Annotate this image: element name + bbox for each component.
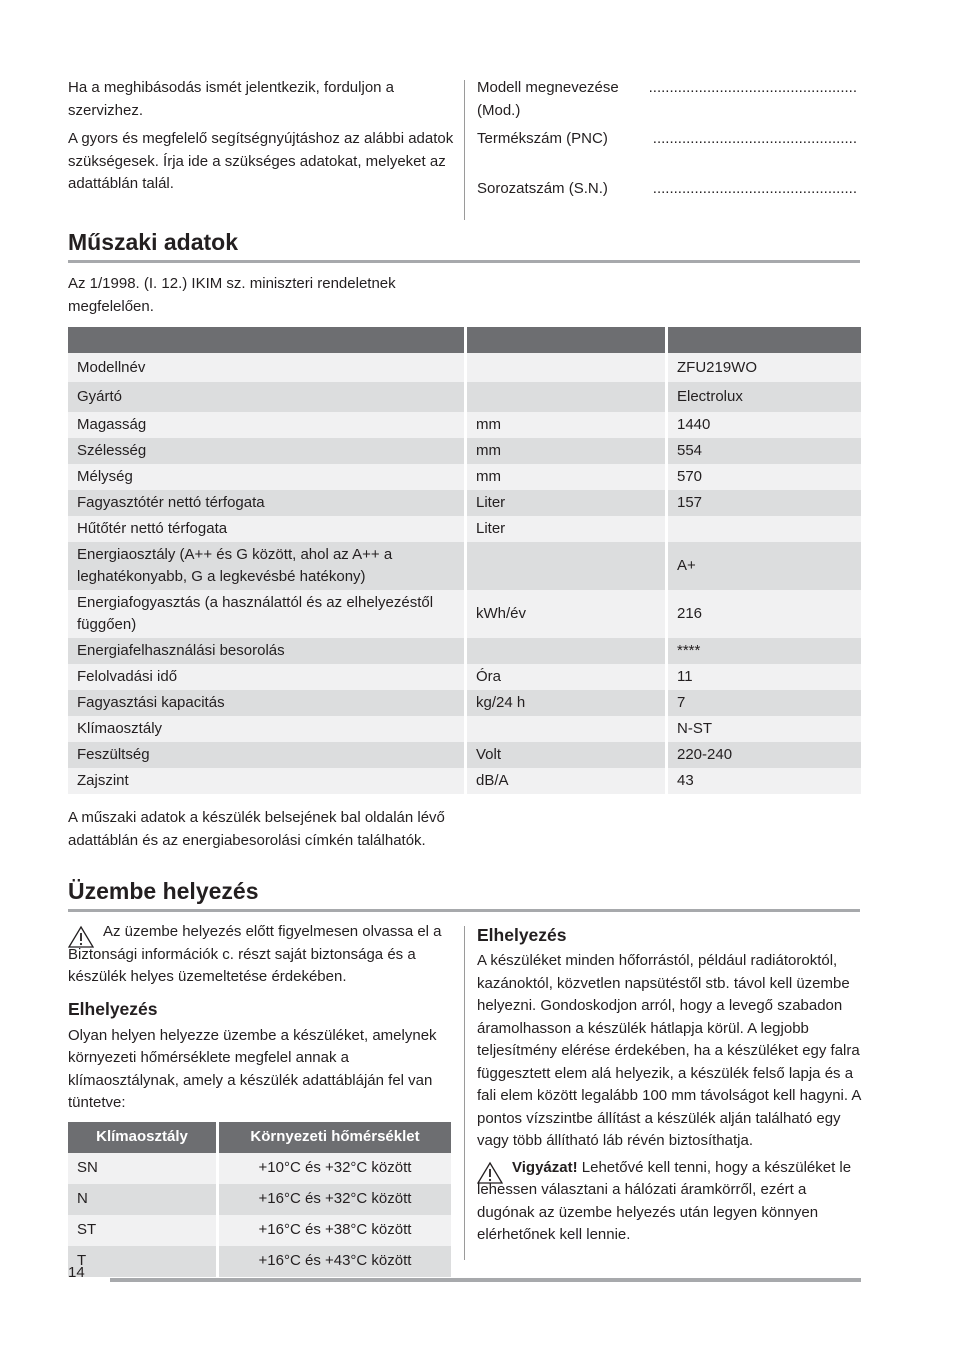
- model-field-row: [477, 178, 857, 201]
- tech-note: A műszaki adatok a készülék belsejének bal oldalán lévő adattáblán és az energiabesorolási címkén találhatók.: [68, 809, 445, 849]
- spec-name: Modellnév: [68, 353, 464, 382]
- placement-left-text: Olyan helyen helyezze üzembe a készüléket, amelynek környezeti hőmérséklete megfelel annak a klímaosztálynak, amely a készülék adattábláján fel van tüntetve:: [68, 1026, 437, 1111]
- table-row: [68, 438, 861, 464]
- install-right-column: [477, 921, 861, 1247]
- spec-value: 570: [665, 464, 861, 490]
- table-row: [68, 353, 861, 382]
- column-divider: [464, 80, 465, 220]
- spec-value: 554: [665, 438, 861, 464]
- table-row: [68, 590, 861, 638]
- spec-unit: kg/24 h: [464, 690, 665, 716]
- spec-unit: [464, 382, 665, 412]
- table-row: [68, 742, 861, 768]
- warning-triangle-icon: [68, 925, 94, 949]
- climate-temp: +16°C és +43°C között: [216, 1246, 451, 1277]
- subheading-placement-right: Elhelyezés: [477, 925, 567, 945]
- spec-value: ZFU219WO: [665, 353, 861, 382]
- table-row: [68, 1153, 451, 1184]
- spec-name: Energiafogyasztás (a használattól és az elhelyezéstől függően): [68, 590, 464, 638]
- install-left-column: [68, 921, 454, 1277]
- spec-name: Szélesség: [68, 438, 464, 464]
- table-row: [68, 664, 861, 690]
- spec-unit: Liter: [464, 490, 665, 516]
- caution-body: Lehetővé kell tenni, hogy a készüléket le lehessen választani a hálózati áramkörről, ezért a dugónak az üzembe helyezés után legyen könnyen elérhetőnek kell lennie.: [477, 1158, 852, 1243]
- spec-value: 43: [665, 768, 861, 794]
- table-row: [68, 1184, 451, 1215]
- climate-class-table: [68, 1122, 451, 1277]
- footer-rule: [110, 1278, 861, 1282]
- spec-unit: mm: [464, 464, 665, 490]
- spec-name: Fagyasztótér nettó térfogata: [68, 490, 464, 516]
- model-field-label: Termékszám (PNC): [477, 130, 608, 147]
- spec-name: Fagyasztási kapacitás: [68, 690, 464, 716]
- spec-name: Energiaosztály (A++ és G között, ahol az A++ a leghatékonyabb, G a legkevésbé hatékony): [68, 542, 464, 590]
- warning-block: [68, 921, 454, 989]
- spec-value: 216: [665, 590, 861, 638]
- spec-name: Zajszint: [68, 768, 464, 794]
- column-divider: [464, 926, 465, 1260]
- spec-unit: [464, 353, 665, 382]
- spec-value: 7: [665, 690, 861, 716]
- intro-text: [68, 77, 454, 202]
- warning-triangle-icon: [477, 1161, 503, 1185]
- climate-class: SN: [68, 1153, 216, 1184]
- model-field-row: [477, 128, 857, 151]
- model-field-label: Sorozatszám (S.N.): [477, 180, 608, 197]
- warning-text: Az üzembe helyezés előtt figyelmesen olvassa el a Biztonsági információk c. részt saját biztonsága és a készülék helyes üzemeltetése érdekében.: [68, 923, 442, 985]
- spec-unit: Óra: [464, 664, 665, 690]
- caution-block: [477, 1157, 861, 1247]
- spec-name: Mélység: [68, 464, 464, 490]
- table-row: [68, 690, 861, 716]
- table-row: [68, 516, 861, 542]
- spec-unit: Liter: [464, 516, 665, 542]
- climate-class: ST: [68, 1215, 216, 1246]
- climate-temp: +10°C és +32°C között: [216, 1153, 451, 1184]
- fill-in-dots: .................................................: [652, 180, 857, 197]
- spec-unit: mm: [464, 438, 665, 464]
- table-row: [68, 542, 861, 590]
- fill-in-dots: ..................................................: [648, 79, 857, 96]
- spec-value: ****: [665, 638, 861, 664]
- spec-value: A+: [665, 542, 861, 590]
- caution-label: Vigyázat!: [512, 1158, 578, 1176]
- placement-right-text: A készüléket minden hőforrástól, például radiátoroktól, kazánoktól, közvetlen napsütéstől stb. távol kell üzembe helyezni. Gondoskodjon arról, hogy a levegő szabadon áramolhasson a készülék hátlapja körül. A legjobb teljesítmény elérése érdekében, ha a készüléket egy falra függesztett elem alá helyezik, a készülék felső lapja és a fali elem között legalább 100 mm távolságot kell hagyni. A pontos vízszintbe állítást a készülék alján található egy vagy több állítható láb révén biztosíthatja.: [477, 952, 861, 1149]
- table-header-row: [68, 1122, 451, 1153]
- caution-text: [477, 1157, 861, 1247]
- table-row: [68, 490, 861, 516]
- spec-value: Electrolux: [665, 382, 861, 412]
- spec-value: N-ST: [665, 716, 861, 742]
- intro-paragraph-2: A gyors és megfelelő segítségnyújtáshoz az alábbi adatok szükségesek. Írja ide a szükséges adatokat, melyeket az adattáblán talál.: [68, 130, 454, 192]
- section-heading-install: Üzembe helyezés: [68, 877, 860, 912]
- climate-class: T: [68, 1246, 216, 1277]
- table-row: [68, 768, 861, 794]
- table-row: [68, 464, 861, 490]
- spec-value: 11: [665, 664, 861, 690]
- table-row: [68, 1246, 451, 1277]
- model-field-row: [477, 77, 857, 122]
- spec-unit: [464, 716, 665, 742]
- table-row: [68, 382, 861, 412]
- spec-name: Gyártó: [68, 382, 464, 412]
- spec-value: [665, 516, 861, 542]
- climate-temp: +16°C és +38°C között: [216, 1215, 451, 1246]
- tech-intro: Az 1/1998. (I. 12.) IKIM sz. miniszteri rendeletnek megfelelően.: [68, 275, 396, 315]
- table-row: [68, 412, 861, 438]
- fill-in-dots: .................................................: [652, 130, 857, 147]
- spec-unit: [464, 542, 665, 590]
- climate-header-class: Klímaosztály: [68, 1122, 216, 1153]
- spec-name: Energiafelhasználási besorolás: [68, 638, 464, 664]
- table-header-row: [68, 327, 861, 353]
- spec-value: 1440: [665, 412, 861, 438]
- spec-name: Hűtőtér nettó térfogata: [68, 516, 464, 542]
- spec-unit: kWh/év: [464, 590, 665, 638]
- page-number: 14: [68, 1264, 85, 1281]
- section-heading-tech: Műszaki adatok: [68, 228, 860, 263]
- table-row: [68, 716, 861, 742]
- intro-paragraph-1: Ha a meghibásodás ismét jelentkezik, forduljon a szervizhez.: [68, 79, 395, 119]
- spec-value: 157: [665, 490, 861, 516]
- spec-value: 220-240: [665, 742, 861, 768]
- spec-name: Magasság: [68, 412, 464, 438]
- model-field-label: Modell megnevezése (Mod.): [477, 79, 619, 119]
- table-row: [68, 1215, 451, 1246]
- climate-header-temp: Környezeti hőmérséklet: [216, 1122, 451, 1153]
- spec-unit: dB/A: [464, 768, 665, 794]
- climate-temp: +16°C és +32°C között: [216, 1184, 451, 1215]
- spec-name: Felolvadási idő: [68, 664, 464, 690]
- spec-name: Feszültség: [68, 742, 464, 768]
- spec-name: Klímaosztály: [68, 716, 464, 742]
- table-row: [68, 638, 861, 664]
- specs-table: [68, 327, 861, 794]
- spec-unit: Volt: [464, 742, 665, 768]
- climate-class: N: [68, 1184, 216, 1215]
- spec-unit: [464, 638, 665, 664]
- spec-unit: mm: [464, 412, 665, 438]
- subheading-placement-left: Elhelyezés: [68, 998, 158, 1019]
